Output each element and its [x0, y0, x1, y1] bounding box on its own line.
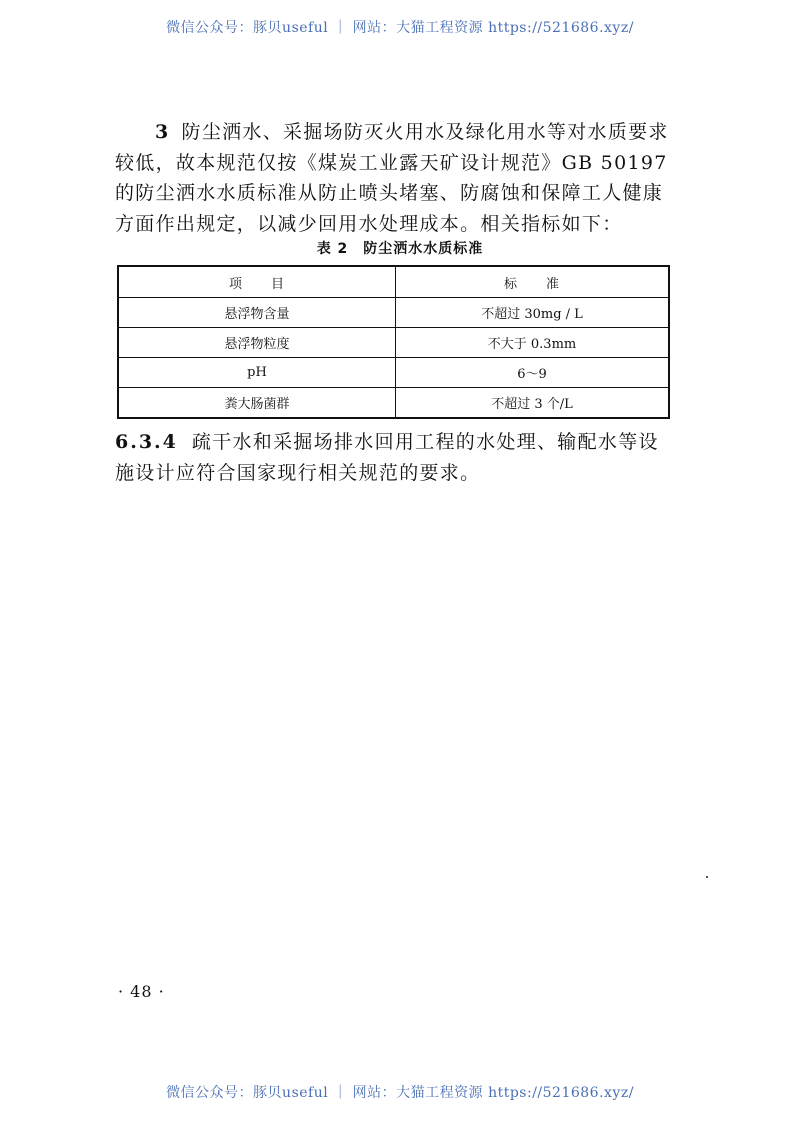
row-standard: 6～9 — [396, 358, 670, 388]
row-item: pH — [118, 358, 396, 388]
header-standard: 标 准 — [396, 266, 670, 298]
row-item: 粪大肠菌群 — [118, 388, 396, 419]
scan-speck — [706, 876, 708, 878]
clause-number: 3 — [155, 121, 170, 143]
row-item: 悬浮物含量 — [118, 298, 396, 328]
row-item: 悬浮物粒度 — [118, 328, 396, 358]
clause-text: 防尘洒水、采掘场防灭火用水及绿化用水等对水质要求较低，故本规范仅按《煤炭工业露天矿设计规范》GB 50197 的防尘洒水水质标准从防止喷头堵塞、防腐蚀和保障工人健康方面作出规定，以减少回用水处理成本。相关指标如下： — [115, 121, 669, 235]
page-number: · 48 · — [118, 982, 165, 1001]
row-standard: 不超过 3 个/L — [396, 388, 670, 419]
table-row — [118, 298, 669, 328]
table-header-row — [118, 266, 669, 298]
watermark-bottom: 微信公众号：豚贝useful ｜ 网站：大猫工程资源 https://521686.xyz/ — [166, 1085, 634, 1101]
watermark-top: 微信公众号：豚贝useful ｜ 网站：大猫工程资源 https://521686.xyz/ — [166, 20, 634, 36]
row-standard: 不超过 30mg / L — [396, 298, 670, 328]
paragraph-clause-3 — [115, 117, 675, 239]
paragraph-clause-6-3-4 — [115, 427, 675, 488]
water-quality-table — [117, 265, 670, 419]
row-standard: 不大于 0.3mm — [396, 328, 670, 358]
table-caption: 表 2 防尘洒水水质标准 — [316, 241, 484, 257]
table-row — [118, 358, 669, 388]
table-row — [118, 328, 669, 358]
clause-number: 6.3.4 — [115, 431, 178, 453]
clause-text: 疏干水和采掘场排水回用工程的水处理、输配水等设施设计应符合国家现行相关规范的要求。 — [115, 431, 659, 484]
header-item: 项 目 — [118, 266, 396, 298]
table-row — [118, 388, 669, 419]
